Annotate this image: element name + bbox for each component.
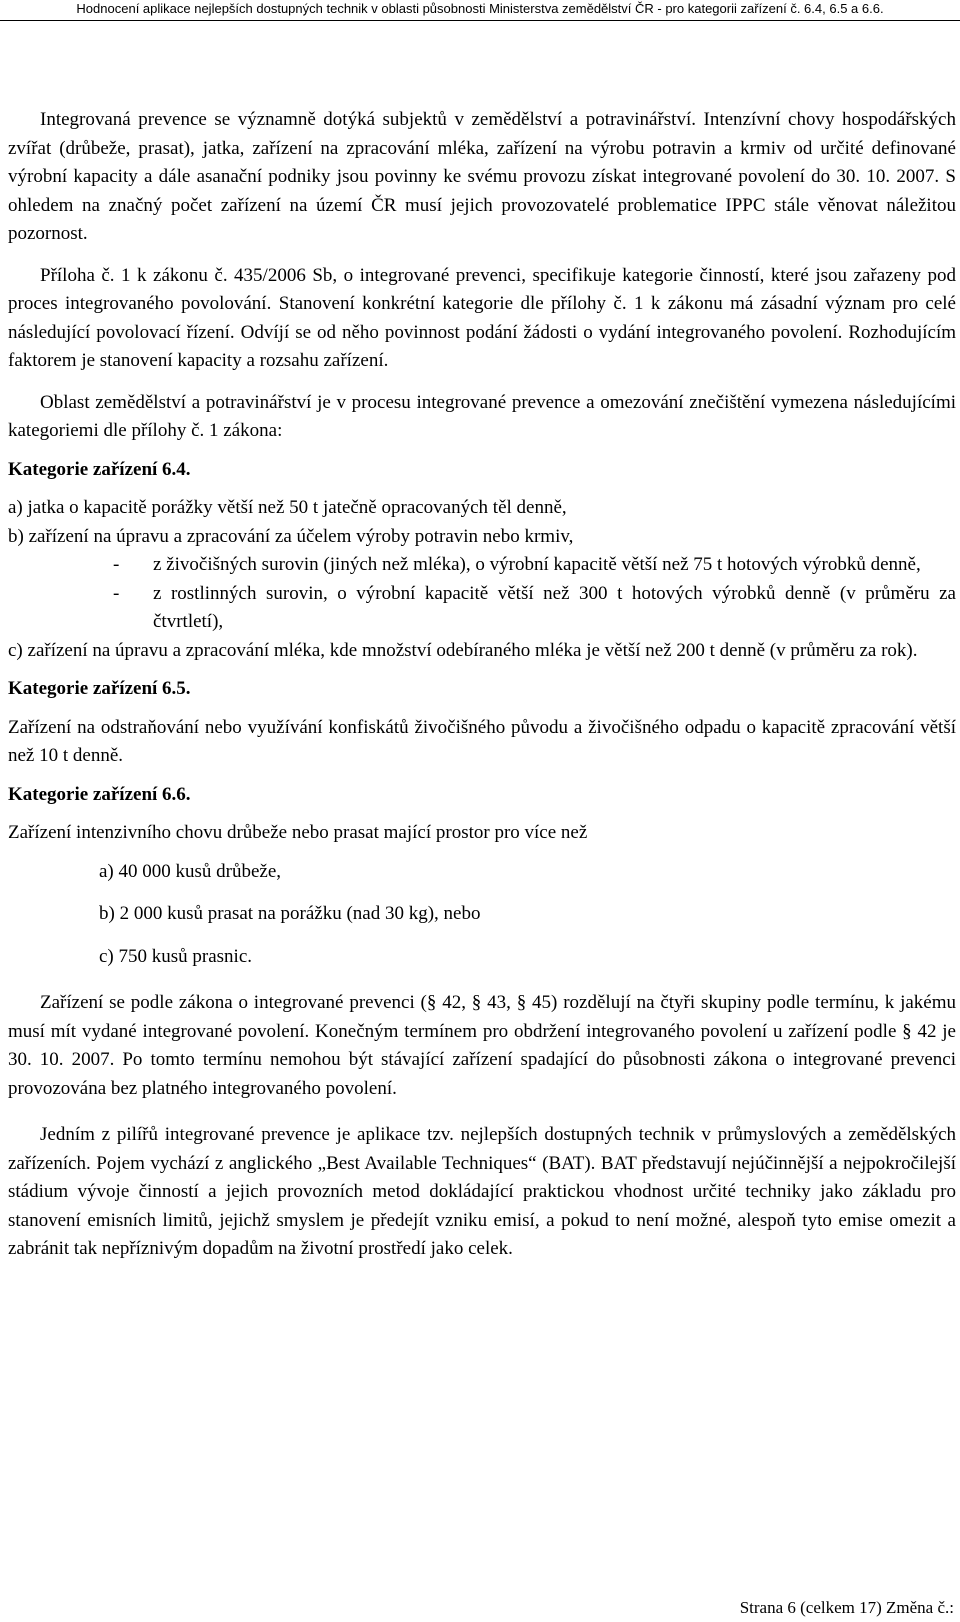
subitem-text: z živočišných surovin (jiných než mléka), o výrobní kapacitě větší než 75 t hotových výrobků denně, <box>153 554 921 575</box>
category-6-6-heading: Kategorie zařízení 6.6. <box>8 783 191 805</box>
header-title: Hodnocení aplikace nejlepších dostupných technik v oblasti působnosti Ministerstva zemědělství ČR - pro kategorii zařízení č. 6.4, 6.5 a 6.6. <box>76 1 884 16</box>
document-body <box>8 106 956 1264</box>
category-6-4-heading: Kategorie zařízení 6.4. <box>8 458 191 480</box>
paragraph-scope: Oblast zemědělství a potravinářství je v procesu integrované prevence a omezování znečištění vymezena následujícími kategoriemi dle přílohy č. 1 zákona: <box>8 391 956 441</box>
paragraph-bat: Jedním z pilířů integrované prevence je aplikace tzv. nejlepších dostupných technik v průmyslových a zemědělských zařízeních. Pojem vychází z anglického „Best Available Techniques“ (BAT). BAT představují nejúčinnější a nejpokročilejší stádium vývoje činností a jejich provozních metod dokládající praktickou vhodnost určité techniky jako základu pro stanovení emisních limitů, jejichž smyslem je předejít vzniku emisí, a pokud to není možné, alespoň tyto emise omezit a zabránit tak nepříznivým dopadům na životní prostředí jako celek. <box>8 1124 956 1259</box>
paragraph-deadlines: Zařízení se podle zákona o integrované prevenci (§ 42, § 43, § 45) rozdělují na čtyři skupiny podle termínu, k jakému musí mít vydané integrované povolení. Konečným termínem pro obdržení integrovaného povolení u zařízení podle § 42 je 30. 10. 2007. Po tomto termínu nemohou být stávající zařízení spadající do působnosti zákona o integrované prevenci provozována bez platného integrovaného povolení. <box>8 992 956 1099</box>
category-6-6-item-c: c) 750 kusů prasnic. <box>99 945 253 967</box>
category-6-6-item-b: b) 2 000 kusů prasat na porážku (nad 30 kg), nebo <box>99 903 481 924</box>
category-6-6-list <box>99 858 956 972</box>
paragraph-intro: Integrovaná prevence se významně dotýká subjektů v zemědělství a potravinářství. Intenzívní chovy hospodářských zvířat (drůbeže, prasat), jatka, zařízení na zpracování mléka, zařízení na výrobu potravin a krmiv od určité definované výrobní kapacity a dále asanační podniky jsou povinny ke svému provozu získat integrované povolení do 30. 10. 2007. S ohledem na značný počet zařízení na území ČR musí jejich provozovatelé problematice IPPC stále věnovat náležitou pozornost. <box>8 109 956 244</box>
category-6-4-item-b: b) zařízení na úpravu a zpracování za účelem výroby potravin nebo krmiv, <box>8 525 574 547</box>
category-6-4-item-a: a) jatka o kapacitě porážky větší než 50 t jatečně opracovaných těl denně, <box>8 497 567 518</box>
category-6-5-heading: Kategorie zařízení 6.5. <box>8 678 191 699</box>
category-6-4-item-c: c) zařízení na úpravu a zpracování mléka, kde množství odebíraného mléka je větší než 200 t denně (v průměru za rok). <box>8 639 918 661</box>
paragraph-annex: Příloha č. 1 k zákonu č. 435/2006 Sb, o integrované prevenci, specifikuje kategorie činností, které jsou zařazeny pod proces integrovaného povolování. Stanovení konkrétní kategorie dle přílohy č. 1 k zákonu má zásadní význam pro celé následující povolovací řízení. Odvíjí se od něho povinnost podání žádosti o vydání integrovaného povolení. Rozhodujícím faktorem je stanovení kapacity a rozsahu zařízení. <box>8 264 956 371</box>
category-6-4-subitem-animal <box>113 551 956 580</box>
page-header <box>0 0 960 21</box>
page-number: Strana 6 (celkem 17) Změna č.: <box>739 1598 954 1617</box>
category-6-5-text: Zařízení na odstraňování nebo využívání konfiskátů živočišného původu a živočišného odpadu o kapacitě zpracování větší než 10 t denně. <box>8 716 956 766</box>
page-footer <box>740 1598 954 1618</box>
category-6-4-subitem-plant <box>113 580 956 637</box>
category-6-6-item-a: a) 40 000 kusů drůbeže, <box>99 860 282 882</box>
dash-marker: - <box>113 582 120 604</box>
dash-marker: - <box>113 554 120 575</box>
category-6-6-text: Zařízení intenzivního chovu drůbeže nebo prasat mající prostor pro více než <box>8 822 588 843</box>
subitem-text: z rostlinných surovin, o výrobní kapacitě větší než 300 t hotových výrobků denně (v průměru za čtvrtletí), <box>153 582 956 632</box>
